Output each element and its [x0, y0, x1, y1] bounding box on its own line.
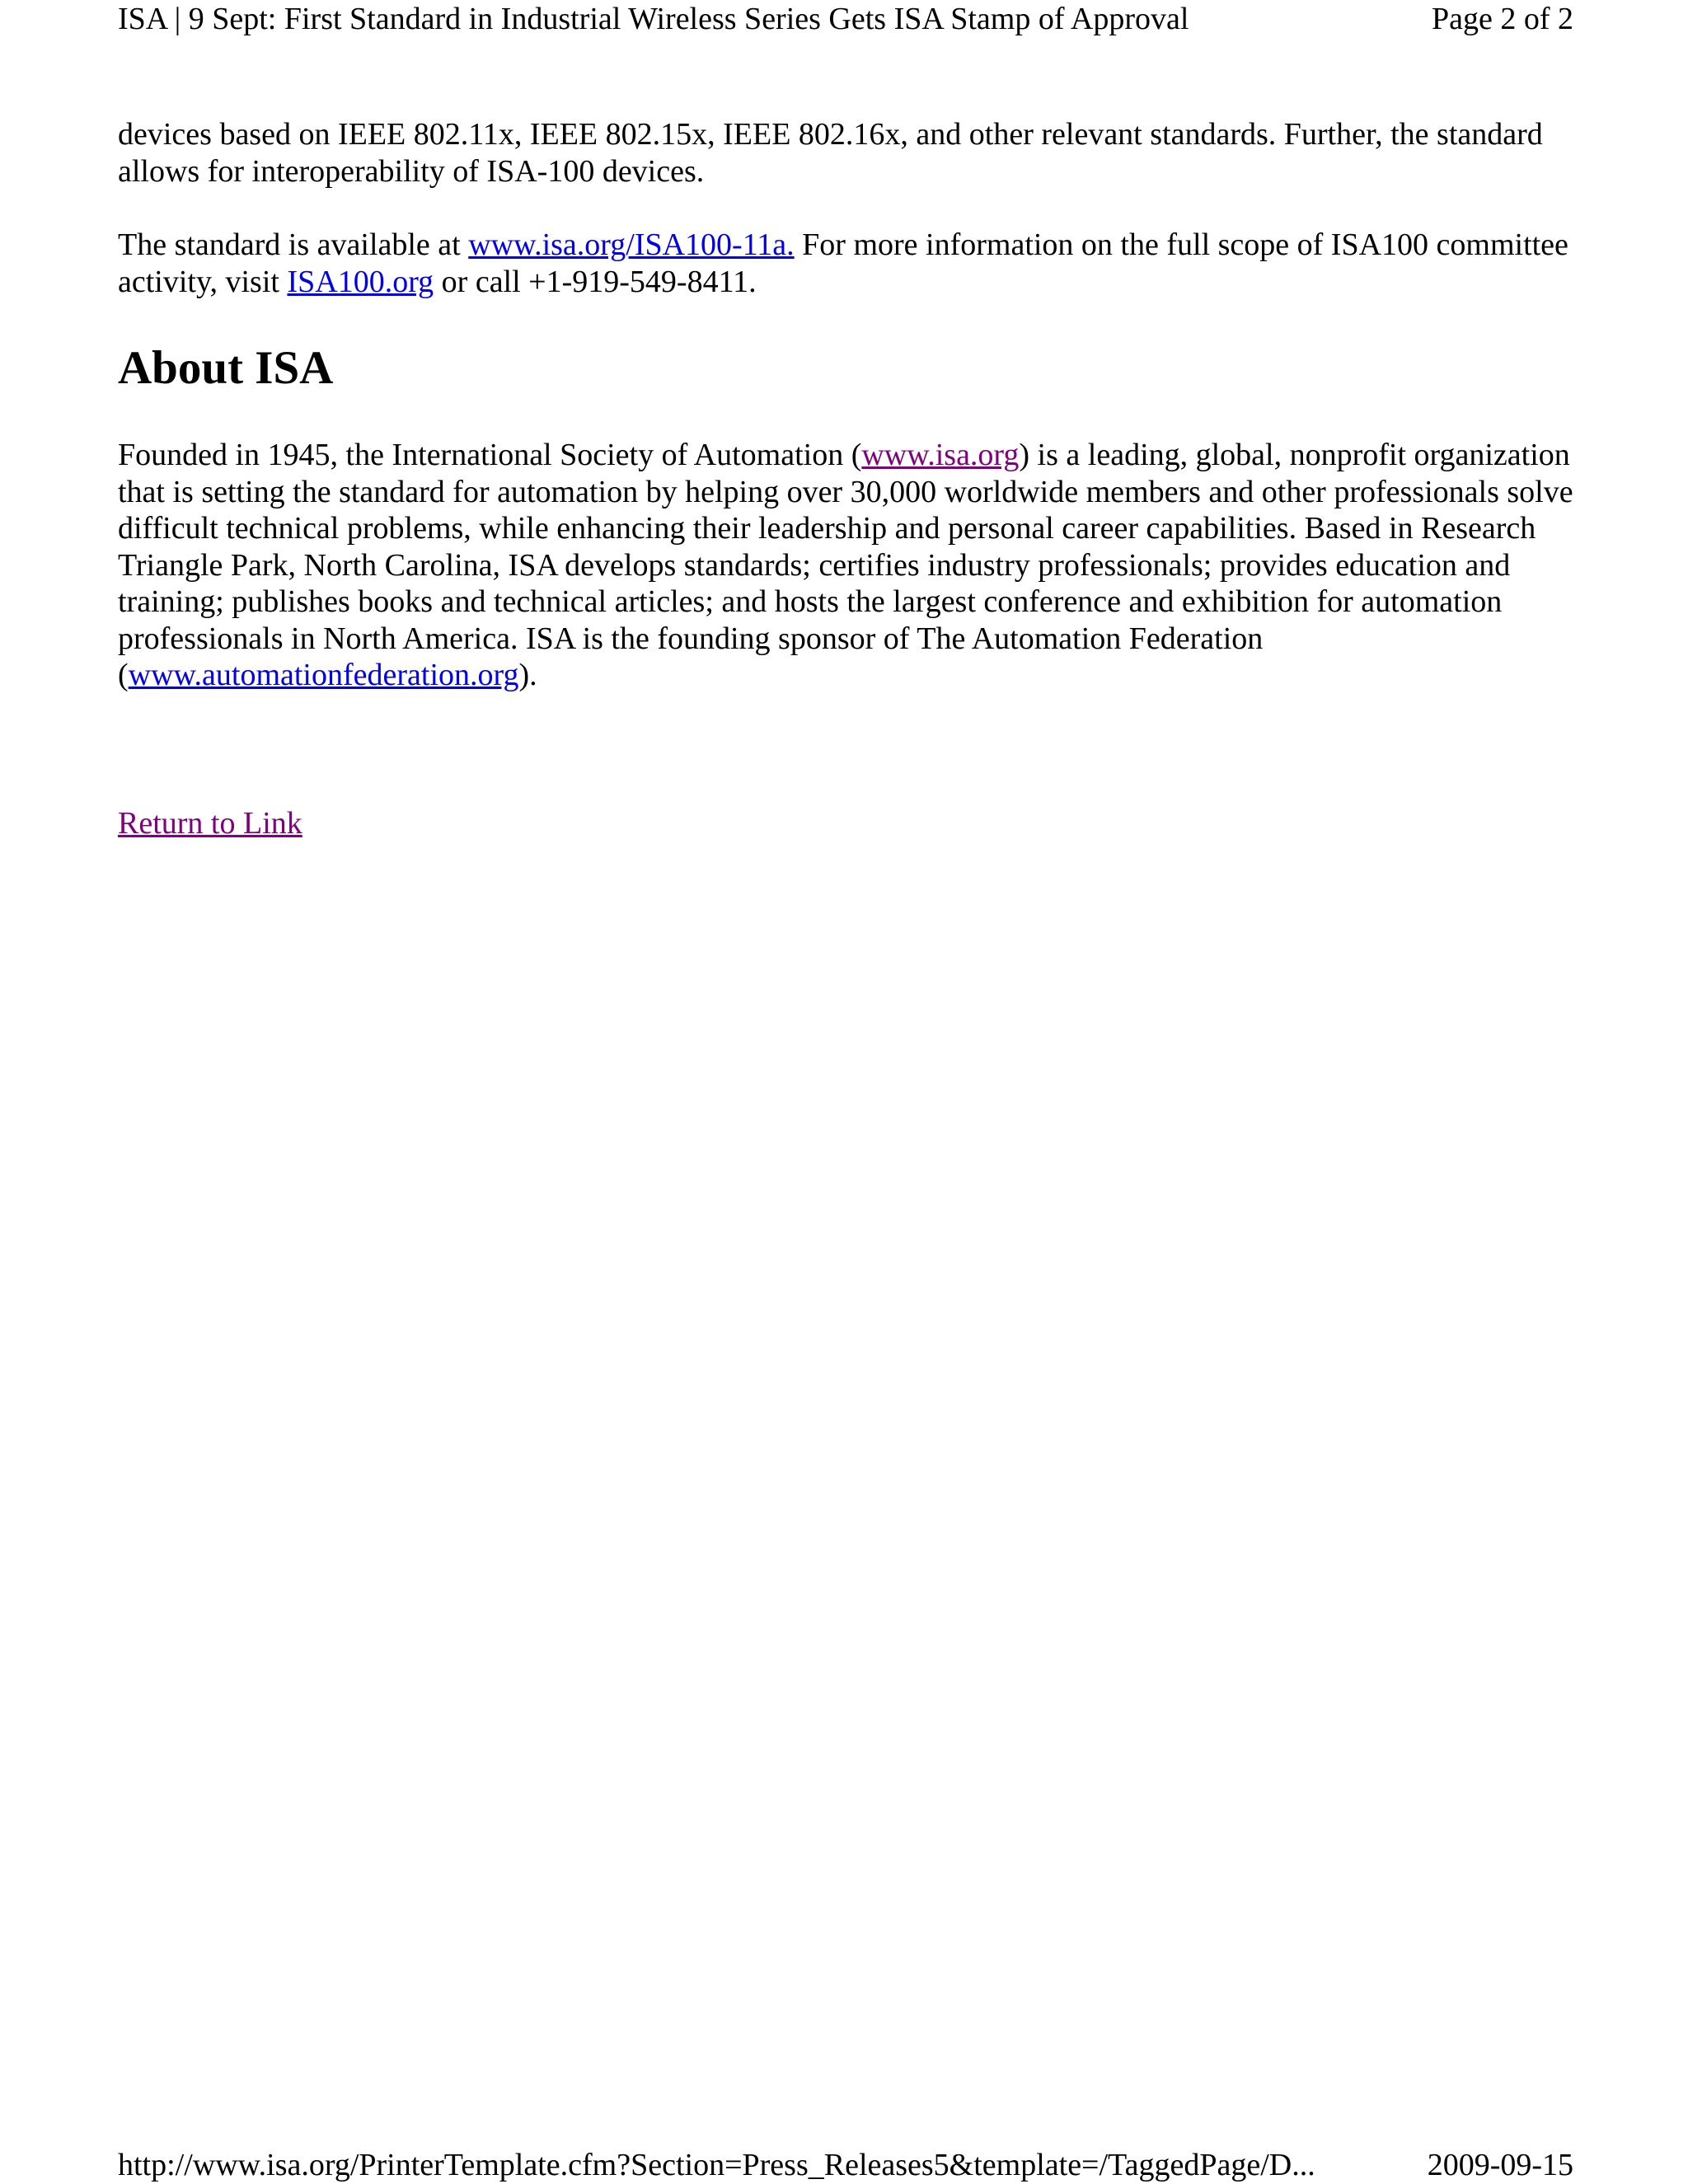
page-indicator: Page 2 of 2 [1431, 2, 1573, 36]
page-footer [118, 2143, 1573, 2184]
page-header [118, 0, 1573, 40]
return-to-link[interactable]: Return to Link [118, 805, 302, 841]
standard-link[interactable]: www.isa.org/ISA100-11a. [468, 227, 795, 262]
availability-text-start: The standard is available at [118, 227, 469, 262]
paragraph-about [118, 437, 1577, 694]
about-heading: About ISA [118, 342, 334, 394]
document-body [118, 116, 1577, 841]
availability-text-end: or call +1-919-549-8411. [434, 264, 757, 299]
return-link-container [118, 805, 1577, 842]
header-title: ISA | 9 Sept: First Standard in Industrial Wireless Series Gets ISA Stamp of Approval [118, 2, 1189, 36]
footer-date: 2009-09-15 [1427, 2148, 1573, 2182]
isa100-org-link[interactable]: ISA100.org [287, 264, 434, 299]
about-text-start: Founded in 1945, the International Society of Automation ( [118, 438, 862, 472]
availability-text-middle: For more information on the full scope of ISA100 committee activity, visit [118, 227, 1568, 299]
about-text-middle: ) is a leading, global, nonprofit organization that is setting the standard for automation by helping over 30,000 worldwide members and other professionals solve difficult technical problems, while enhancing their leadership and personal career capabilities. Based in Research Triangle Park, North Carolina, ISA develops standards; certifies industry professionals; provides education and training; publishes books and technical articles; and hosts the largest conference and exhibition for automation professionals in North America. ISA is the founding sponsor of The Automation Federation ( [118, 438, 1573, 692]
about-text-end: ). [518, 658, 537, 692]
footer-url: http://www.isa.org/PrinterTemplate.cfm?Section=Press_Releases5&template=/TaggedPage/D... [118, 2148, 1315, 2182]
automation-federation-link[interactable]: www.automationfederation.org [128, 658, 519, 692]
paragraph-availability [118, 227, 1577, 300]
isa-org-link[interactable]: www.isa.org [861, 438, 1020, 472]
paragraph-continued: devices based on IEEE 802.11x, IEEE 802.15x, IEEE 802.16x, and other relevant standards. Further, the standard allows for interoperability of ISA-100 devices. [118, 117, 1543, 189]
